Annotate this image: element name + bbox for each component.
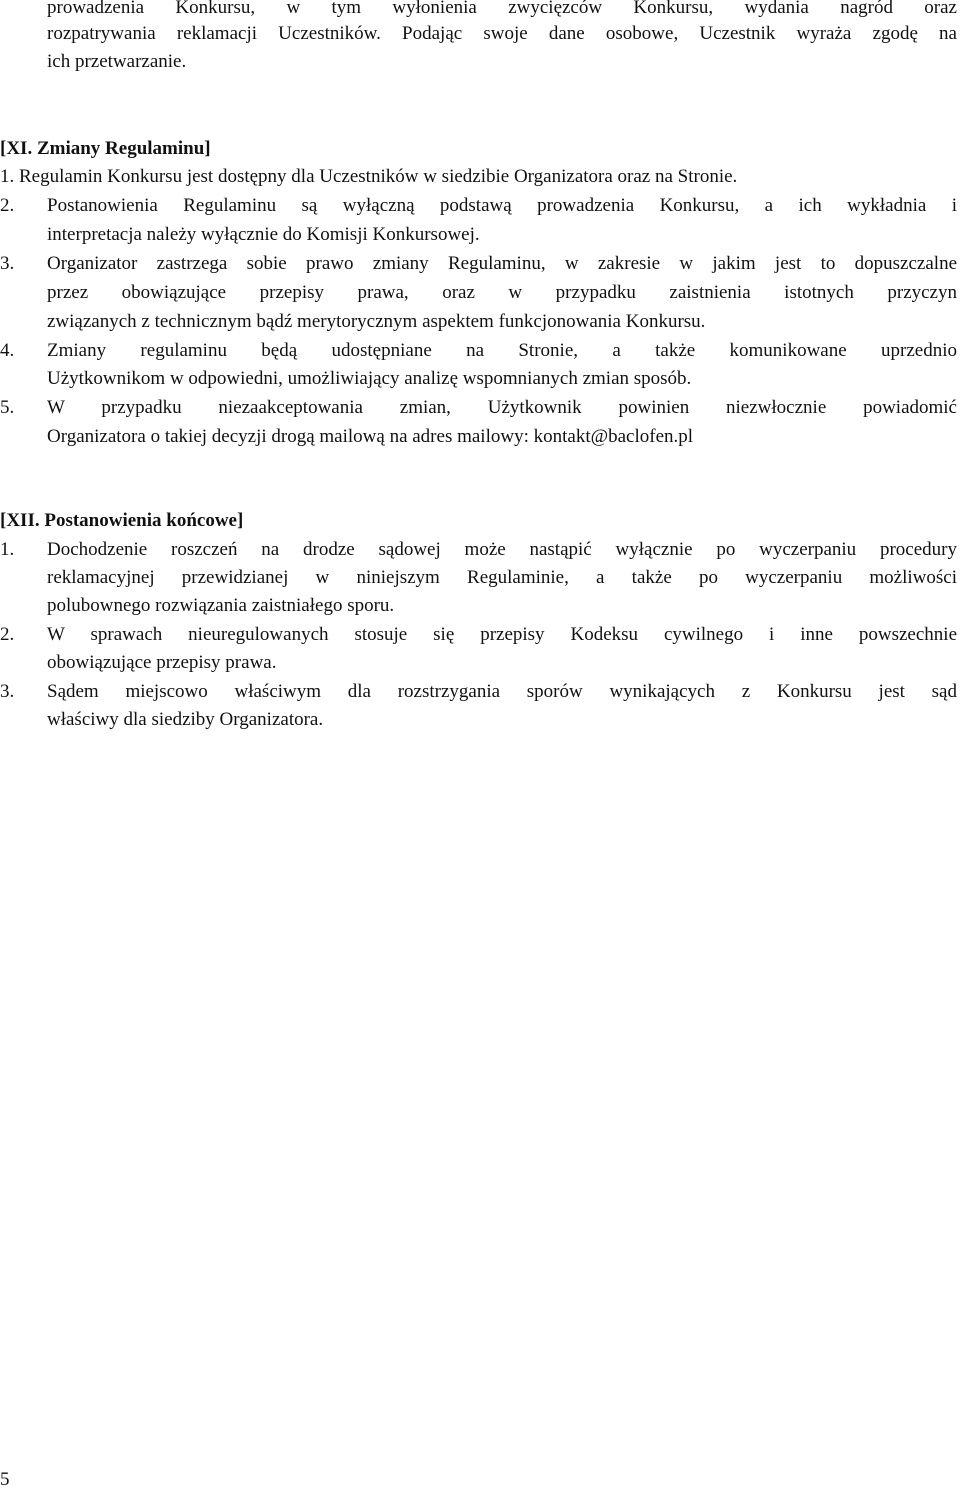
- item-line: Zmiany regulaminu będą udostępniane na Stronie, a także komunikowane uprzednio: [47, 340, 957, 361]
- item-number: 2.: [0, 195, 15, 216]
- item-line: Postanowienia Regulaminu są wyłączną podstawą prowadzenia Konkursu, a ich wykładnia i: [47, 195, 957, 216]
- item-line: Organizator zastrzega sobie prawo zmiany Regulaminu, w zakresie w jakim jest to dopuszczalne: [47, 253, 957, 274]
- item-number: 1.: [0, 539, 15, 560]
- item-line: związanych z technicznym bądź merytorycznym aspektem funkcjonowania Konkursu.: [47, 311, 706, 332]
- item-line: Użytkownikom w odpowiedni, umożliwiający analizę wspomnianych zmian sposób.: [47, 368, 692, 389]
- intro-line: prowadzenia Konkursu, w tym wyłonienia zwycięzców Konkursu, wydania nagród oraz: [47, 0, 957, 18]
- intro-line: rozpatrywania reklamacji Uczestników. Podając swoje dane osobowe, Uczestnik wyraża zgodę na: [47, 23, 957, 44]
- item-line: polubownego rozwiązania zaistniałego sporu.: [47, 595, 395, 616]
- item-line: interpretacja należy wyłącznie do Komisji Konkursowej.: [47, 224, 480, 245]
- page-number: 5: [0, 1469, 10, 1490]
- item-line: właściwy dla siedziby Organizatora.: [47, 709, 324, 730]
- item-line: Sądem miejscowo właściwym dla rozstrzygania sporów wynikających z Konkursu jest sąd: [47, 681, 957, 702]
- item-line: Regulamin Konkursu jest dostępny dla Uczestników w siedzibie Organizatora oraz na Stronie.: [19, 166, 738, 187]
- item-number: 3.: [0, 681, 15, 702]
- item-line: W przypadku niezaakceptowania zmian, Użytkownik powinien niezwłocznie powiadomić: [47, 397, 957, 418]
- section-heading: [XI. Zmiany Regulaminu]: [0, 138, 211, 159]
- item-number: 5.: [0, 397, 15, 418]
- item-line: obowiązujące przepisy prawa.: [47, 652, 277, 673]
- section-heading: [XII. Postanowienia końcowe]: [0, 510, 244, 531]
- item-line: reklamacyjnej przewidzianej w niniejszym Regulaminie, a także po wyczerpaniu możliwości: [47, 567, 957, 588]
- item-number: 4.: [0, 340, 15, 361]
- item-line: Organizatora o takiej decyzji drogą mailową na adres mailowy: kontakt@baclofen.pl: [47, 426, 694, 447]
- intro-line: ich przetwarzanie.: [47, 51, 187, 72]
- item-line: Dochodzenie roszczeń na drodze sądowej może nastąpić wyłącznie po wyczerpaniu procedury: [47, 539, 957, 560]
- item-number: 3.: [0, 253, 15, 274]
- item-line: przez obowiązujące przepisy prawa, oraz w przypadku zaistnienia istotnych przyczyn: [47, 282, 957, 303]
- item-number: 1.: [0, 166, 15, 187]
- item-line: W sprawach nieuregulowanych stosuje się przepisy Kodeksu cywilnego i inne powszechnie: [47, 624, 957, 645]
- item-number: 2.: [0, 624, 15, 645]
